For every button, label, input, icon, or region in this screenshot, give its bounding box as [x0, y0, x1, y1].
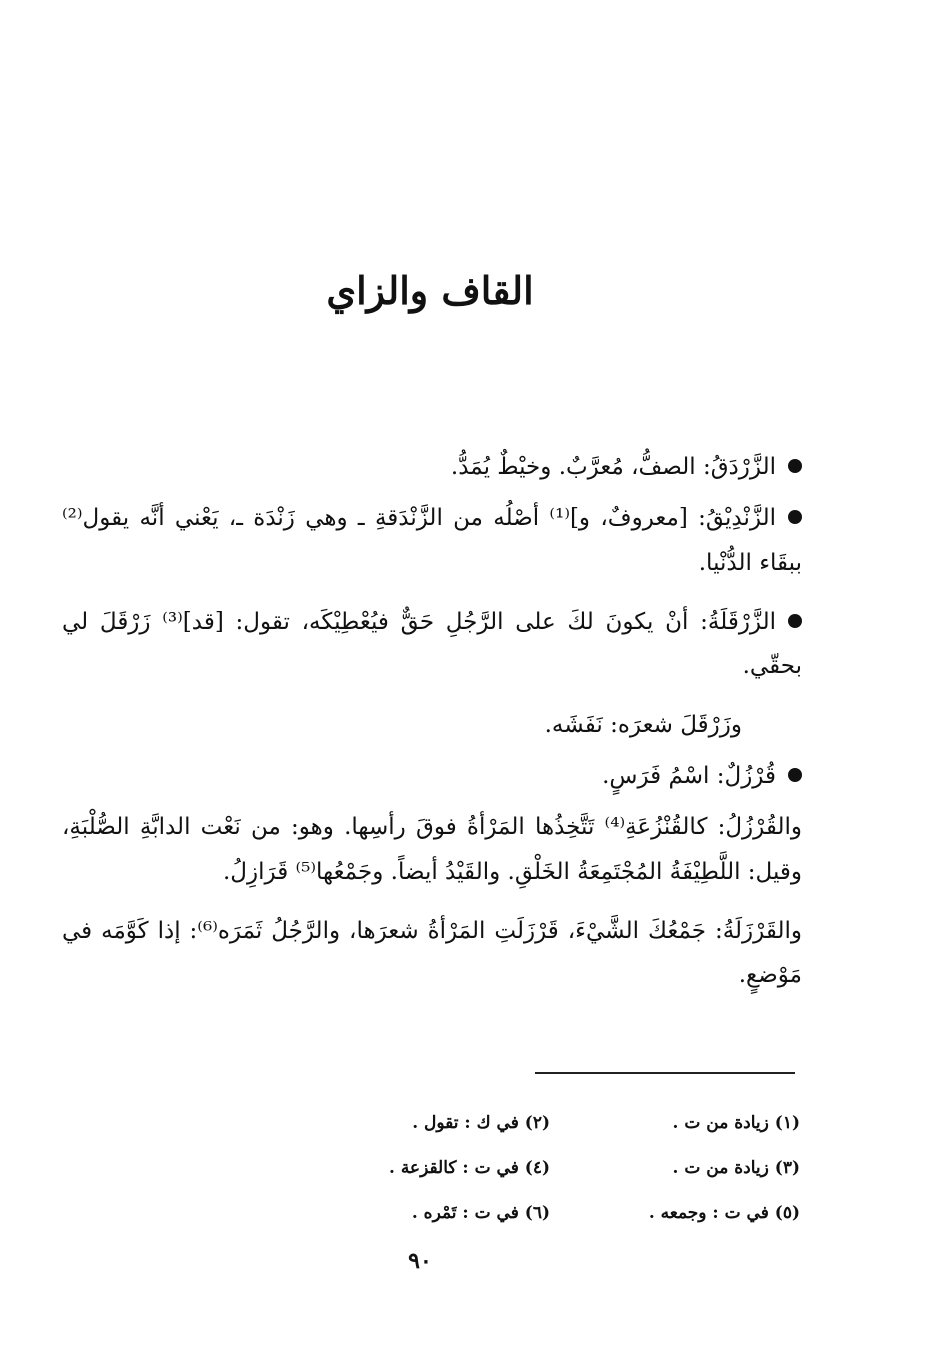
entry-zindiq: [62, 496, 802, 586]
entry-text: وزَرْقَلَ شعرَه: نَفَشَه.: [544, 712, 742, 739]
entry-zardaq: [62, 445, 802, 490]
bullet-icon: [788, 510, 802, 524]
page-number: ٩٠: [408, 1248, 432, 1274]
footnote: (٣) زيادة من ت .: [672, 1157, 800, 1178]
entry-zarqala-shaar: [62, 703, 802, 748]
entry-qurzul-horse: [62, 754, 802, 799]
bullet-icon: [788, 459, 802, 473]
footnote-row: [300, 1145, 800, 1190]
entry-text: الزَّرْقَلَةُ: أنْ يكونَ لكَ على الرَّجُلِ حَقٌّ فيُعْطِيْكَه، تقول: [قد]⁽³⁾ زَرْقَلَ لي بحقّي.: [62, 608, 802, 680]
footnotes: [300, 1100, 800, 1235]
entry-text: الزَّنْدِيْقُ: [معروفٌ، و]⁽¹⁾ أصْلُه من الزَّنْدَقةِ ـ وهي زَنْدَة ـ، يَعْني أنَّه يقول⁽²⁾ ببقَاء الدُّنْيا.: [62, 504, 802, 576]
entry-text: الزَّرْدَقُ: الصفُّ، مُعرَّبٌ. وخيْطٌ يُمَدُّ.: [450, 454, 776, 480]
entry-qurzul: [62, 805, 802, 895]
entry-text: والقَرْزَلَةُ: جَمْعُكَ الشَّيْءَ، قَرْزَلَتِ المَرْأةُ شعرَها، والرَّجُلُ ثَمَرَه⁽⁶⁾: إذا كَوَّمَه في مَوْضعٍ.: [62, 917, 802, 989]
entry-zarqala: [62, 600, 802, 690]
dictionary-entries: [62, 445, 802, 1004]
footnote: (٢) في ك : تقول .: [412, 1112, 550, 1133]
entry-qarzala: [62, 909, 802, 999]
footnote-row: [300, 1100, 800, 1145]
page-title: القاف والزاي: [326, 268, 534, 313]
footnote: (٥) في ت : وجمعه .: [648, 1202, 800, 1223]
footnote: (٦) في ت : تَمْره .: [411, 1202, 550, 1223]
bullet-icon: [788, 614, 802, 628]
footnote: (١) زيادة من ت .: [672, 1112, 800, 1133]
footnote: (٤) في ت : كالقزعة .: [388, 1157, 550, 1178]
bullet-icon: [788, 768, 802, 782]
footnote-separator: [535, 1072, 795, 1074]
entry-text: قُرْزُلٌ: اسْمُ فَرَسٍ.: [602, 763, 776, 790]
entry-text: والقُرْزُلُ: كالقُنْزُعَةِ⁽⁴⁾ تَتَّخِذُها المَرْأةُ فوقَ رأسِها. وهو: من نَعْت الدابَّةِ الصُّلْبَةِ، وقيل: اللَّطِيْفَةُ المُجْتَمِعَةُ الخَلْقِ. والقَيْدُ أيضاً. وجَمْعُها⁽⁵⁾ قَرَازِلُ.: [62, 813, 802, 885]
footnote-row: [300, 1190, 800, 1235]
